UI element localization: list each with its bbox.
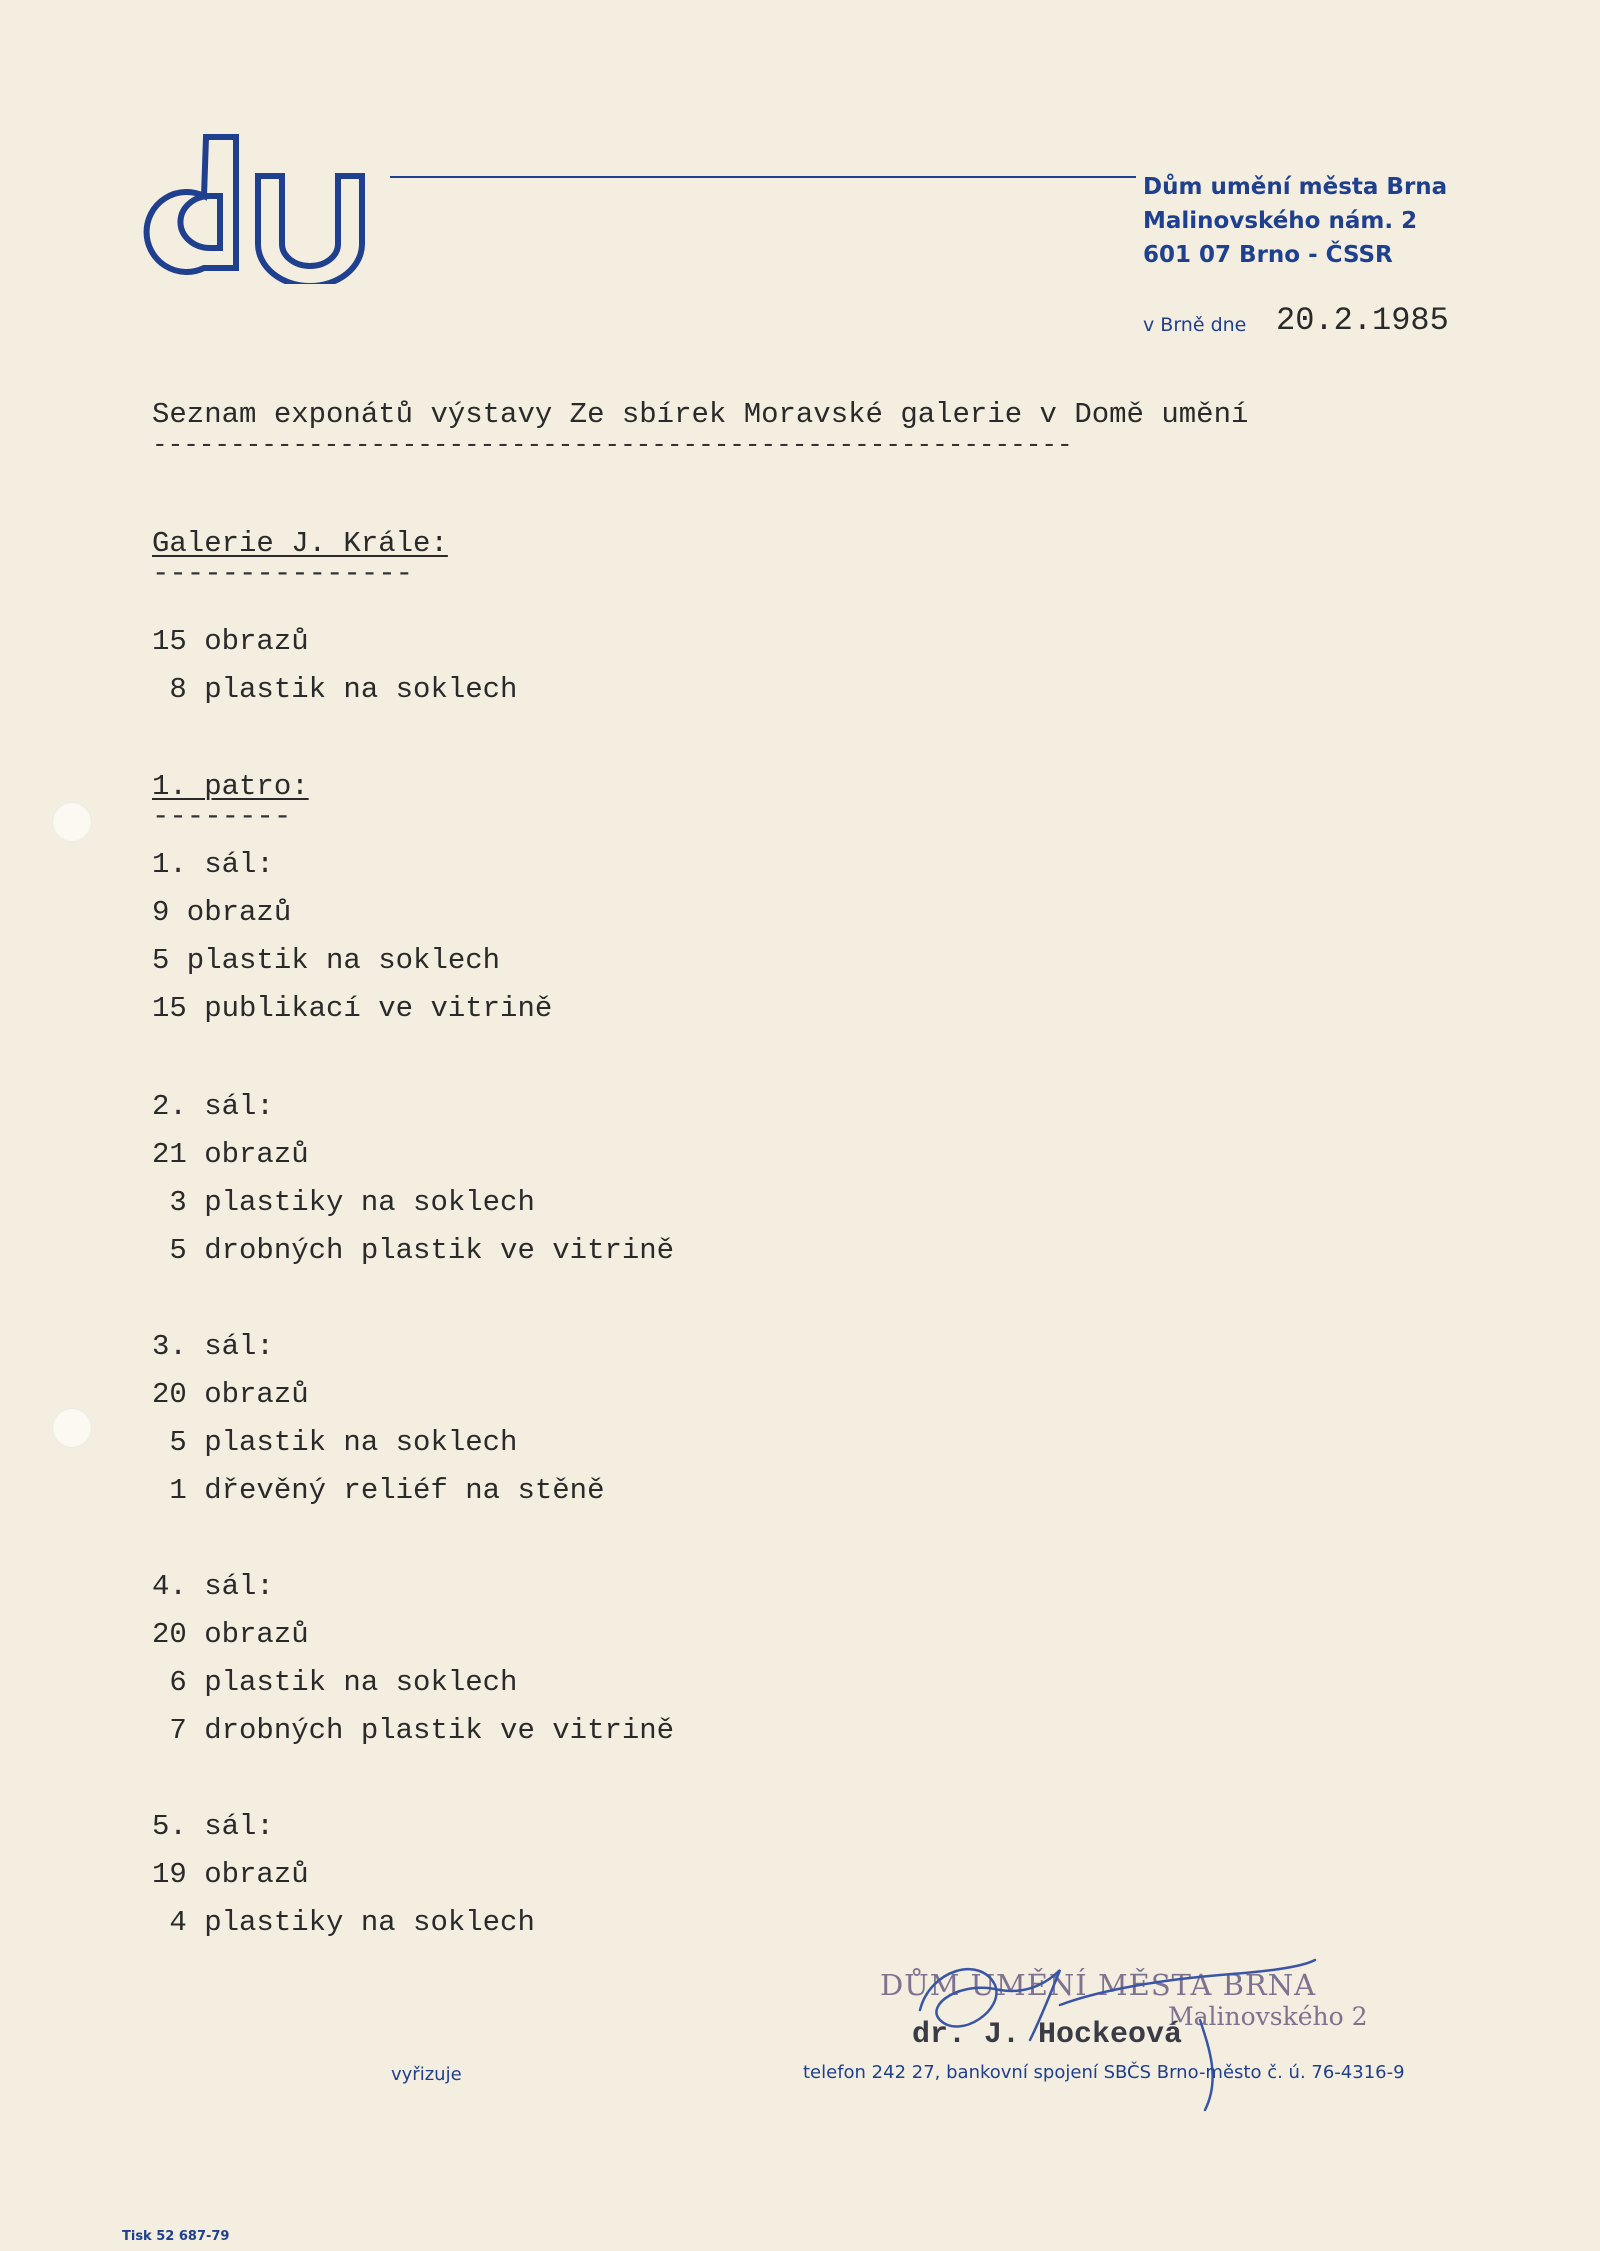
room-4-heading: 4. sál: xyxy=(152,1570,274,1603)
room-2-item-1: 21 obrazů xyxy=(152,1138,309,1171)
print-code: Tisk 52 687-79 xyxy=(122,2229,230,2244)
room-1-item-1: 9 obrazů xyxy=(152,896,292,929)
signatory-name: dr. J. Hockeová xyxy=(912,2018,1183,2052)
du-logo xyxy=(138,134,382,284)
address-line-2: Malinovského nám. 2 xyxy=(1143,208,1418,234)
room-4-item-2: 6 plastik na soklech xyxy=(152,1666,518,1699)
room-4-item-3: 7 drobných plastik ve vitrině xyxy=(152,1714,675,1747)
date-value: 20.2.1985 xyxy=(1276,302,1449,339)
letterhead-rule xyxy=(390,176,1136,178)
title-underline: ----------------------------------------------------------- xyxy=(152,430,1073,460)
floor-heading-rule: -------- xyxy=(152,800,292,833)
room-1-heading: 1. sál: xyxy=(152,848,274,881)
room-2-item-3: 5 drobných plastik ve vitrině xyxy=(152,1234,675,1267)
gallery-heading-rule: --------------- xyxy=(152,557,414,590)
floor-heading: 1. patro: xyxy=(152,770,309,803)
room-3-heading: 3. sál: xyxy=(152,1330,274,1363)
room-4-item-1: 20 obrazů xyxy=(152,1618,309,1651)
handwritten-signature xyxy=(900,1950,1330,2120)
room-5-item-1: 19 obrazů xyxy=(152,1858,309,1891)
document-title: Seznam exponátů výstavy Ze sbírek Moravské galerie v Domě umění xyxy=(152,398,1249,431)
room-3-item-1: 20 obrazů xyxy=(152,1378,309,1411)
room-3-item-3: 1 dřevěný reliéf na stěně xyxy=(152,1474,605,1507)
room-5-item-2: 4 plastiky na soklech xyxy=(152,1906,535,1939)
address-line-1: Dům umění města Brna xyxy=(1143,174,1448,200)
punch-hole-bottom xyxy=(52,1408,92,1448)
room-2-item-2: 3 plastiky na soklech xyxy=(152,1186,535,1219)
handled-by-label: vyřizuje xyxy=(391,2064,462,2085)
address-line-3: 601 07 Brno - ČSSR xyxy=(1143,242,1393,268)
date-label: v Brně dne xyxy=(1143,314,1247,336)
room-1-item-2: 5 plastik na soklech xyxy=(152,944,501,977)
contact-line: telefon 242 27, bankovní spojení SBČS Brno-město č. ú. 76-4316-9 xyxy=(803,2062,1405,2083)
room-1-item-3: 15 publikací ve vitrině xyxy=(152,992,553,1025)
gallery-heading: Galerie J. Krále: xyxy=(152,527,448,560)
stamp-line-1: DŮM UMĚNÍ MĚSTA BRNA xyxy=(880,1968,1317,2002)
stamp-line-2: Malinovského 2 xyxy=(1168,2002,1368,2031)
room-5-heading: 5. sál: xyxy=(152,1810,274,1843)
room-2-heading: 2. sál: xyxy=(152,1090,274,1123)
sender-address xyxy=(1143,170,1447,272)
gallery-item-1: 15 obrazů xyxy=(152,625,309,658)
gallery-item-2: 8 plastik na soklech xyxy=(152,673,518,706)
punch-hole-top xyxy=(52,802,92,842)
room-3-item-2: 5 plastik na soklech xyxy=(152,1426,518,1459)
